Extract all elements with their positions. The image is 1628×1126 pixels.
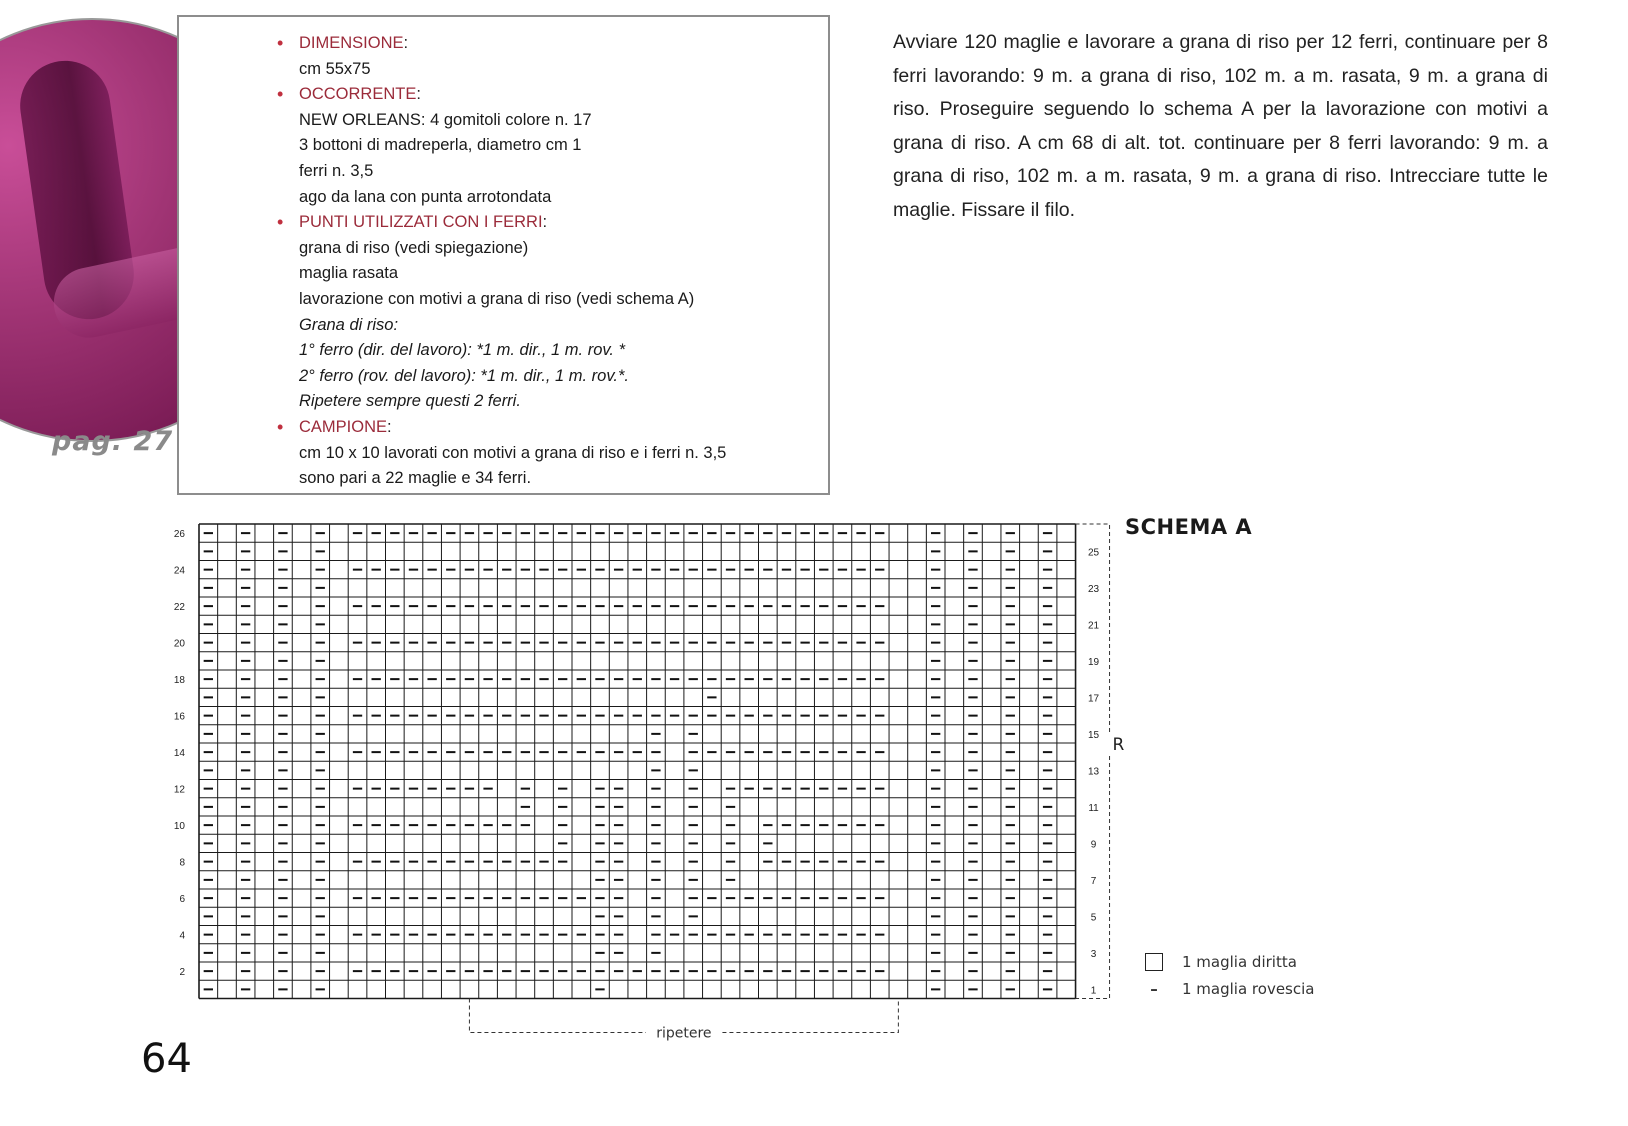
section-line: ago da lana con punta arrotondata <box>299 187 552 206</box>
row-label-right: 25 <box>1087 547 1100 559</box>
legend-label: 1 maglia rovescia <box>1182 979 1315 998</box>
section-heading <box>299 82 726 108</box>
colon: : <box>387 417 392 436</box>
section-line: 3 bottoni di madreperla, diametro cm 1 <box>299 136 582 155</box>
row-label-left: 10 <box>173 821 185 833</box>
row-label-right: 7 <box>1090 875 1097 887</box>
section-heading-text: OCCORRENTE <box>299 85 417 104</box>
section-line: ferri n. 3,5 <box>299 161 374 180</box>
row-label-right: 5 <box>1090 912 1097 924</box>
row-label-left: 4 <box>179 930 185 942</box>
legend-label: 1 maglia diritta <box>1182 952 1297 971</box>
row-label-right: 23 <box>1087 583 1100 595</box>
colon: : <box>416 85 421 104</box>
section-heading-text: CAMPIONE <box>299 417 388 436</box>
row-label-right: 3 <box>1090 948 1097 960</box>
section-line: cm 10 x 10 lavorati con motivi a grana di riso e i ferri n. 3,5 <box>299 443 727 462</box>
section-heading-text: DIMENSIONE <box>299 34 404 52</box>
section-line: Grana di riso: <box>299 315 399 334</box>
section-line: sono pari a 22 maglie e 34 ferri. <box>299 469 532 488</box>
purl-symbol-icon: – <box>1150 979 1158 998</box>
row-label-right: 13 <box>1087 766 1100 778</box>
section-heading <box>299 415 726 441</box>
knitting-chart <box>165 515 1125 1045</box>
row-label-left: 12 <box>173 784 185 796</box>
materials-list <box>299 31 726 492</box>
knit-symbol-icon <box>1145 953 1163 971</box>
section-line: grana di riso (vedi spiegazione) <box>299 238 529 257</box>
instructions-text: Avviare 120 maglie e lavorare a grana di riso per 12 ferri, continuare per 8 ferri lavorando: 9 m. a grana di riso, 102 m. a m. rasata, 9 m. a grana di riso. Proseguire seguendo lo schema A per la lavorazione con motivi a grana di riso. A cm 68 di alt. tot. continuare per 8 ferri lavorando: 9 m. a grana di riso, 102 m. a m. rasata, 9 m. a grana di riso. Intrecciare tutte le maglie. Fissare il filo. <box>893 31 1548 221</box>
row-label-right: 11 <box>1088 802 1099 814</box>
colon: : <box>403 34 409 52</box>
repeat-rows-bracket <box>1076 524 1110 999</box>
row-label-right: 9 <box>1090 839 1097 851</box>
schema-title: SCHEMA A <box>1125 515 1253 539</box>
row-label-left: 24 <box>173 565 185 577</box>
row-label-right: 19 <box>1087 656 1100 668</box>
section-line: maglia rasata <box>299 264 399 283</box>
row-label-left: 22 <box>173 602 185 614</box>
row-label-right: 21 <box>1087 620 1100 632</box>
side-label: R <box>1112 734 1125 755</box>
section-line: cm 55x75 <box>299 59 371 78</box>
row-label-left: 26 <box>173 529 185 541</box>
section-line: 2° ferro (rov. del lavoro): *1 m. dir., 1 m. rov.*. <box>299 366 629 385</box>
section-heading <box>299 210 726 236</box>
row-label-right: 17 <box>1087 693 1100 705</box>
legend-item-purl <box>1145 975 1314 1002</box>
section-heading-text: PUNTI UTILIZZATI CON I FERRI <box>299 213 543 232</box>
row-label-left: 2 <box>179 967 185 979</box>
row-label-left: 18 <box>173 675 185 687</box>
section-line: 1° ferro (dir. del lavoro): *1 m. dir., 1 m. rov. * <box>299 341 625 360</box>
row-label-left: 6 <box>179 894 185 906</box>
row-label-left: 14 <box>173 748 185 760</box>
repeat-label: ripetere <box>656 1025 712 1042</box>
row-label-left: 8 <box>179 857 185 869</box>
section-line: lavorazione con motivi a grana di riso (vedi schema A) <box>299 289 695 308</box>
section-line: Ripetere sempre questi 2 ferri. <box>299 392 521 411</box>
row-label-left: 20 <box>173 638 185 650</box>
legend <box>1145 948 1314 1002</box>
legend-item-knit <box>1145 948 1314 975</box>
page-number: 64 <box>141 1036 192 1082</box>
photo-caption: pag. 27 <box>52 426 174 457</box>
section-heading <box>299 31 726 57</box>
section-line: NEW ORLEANS: 4 gomitoli colore n. 17 <box>299 110 592 129</box>
row-label-right: 1 <box>1090 985 1097 997</box>
colon: : <box>542 213 548 232</box>
row-label-left: 16 <box>173 711 185 723</box>
row-label-right: 15 <box>1087 729 1100 741</box>
materials-box <box>177 15 830 495</box>
